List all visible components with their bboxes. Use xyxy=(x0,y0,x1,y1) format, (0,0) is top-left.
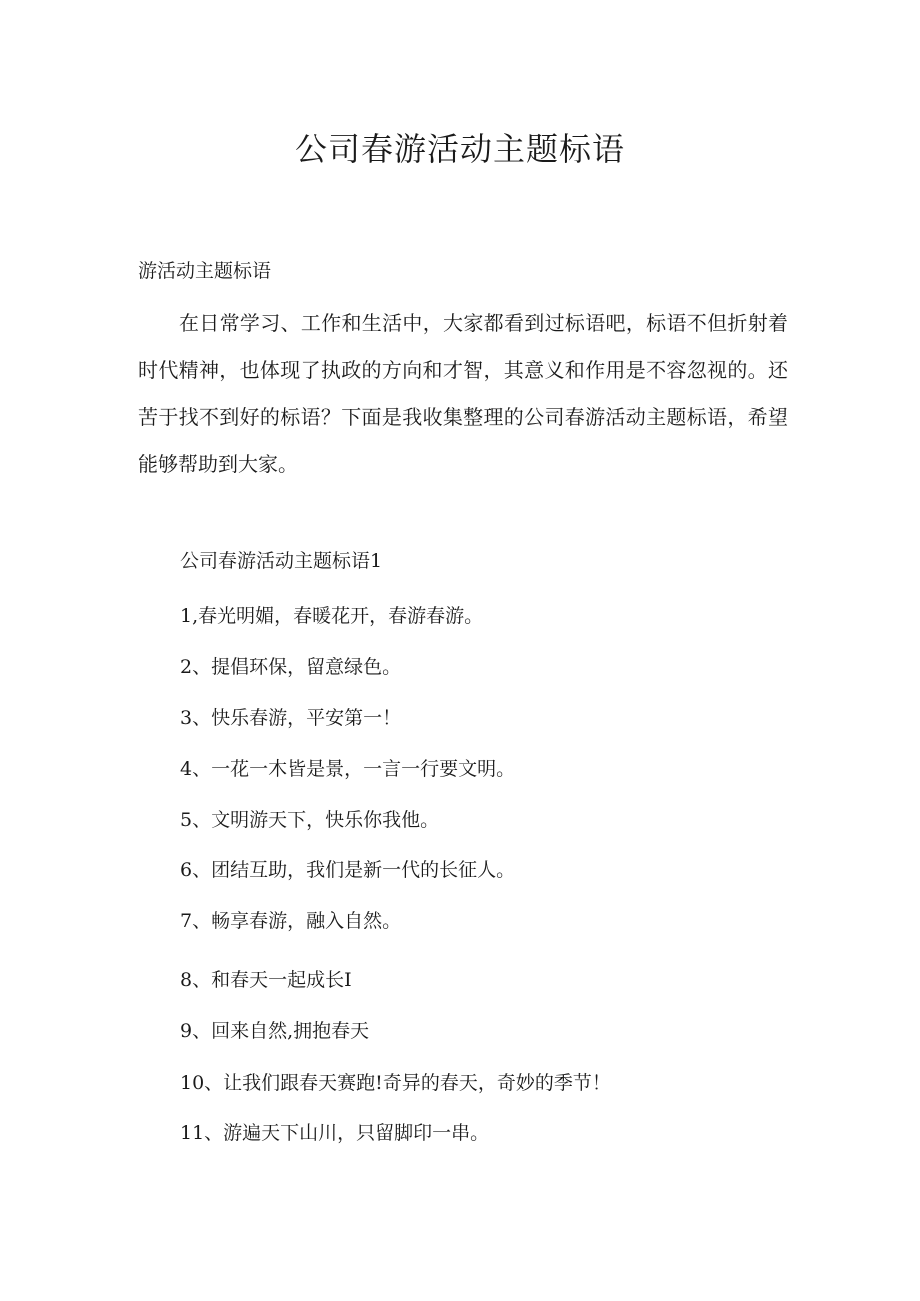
slogan-item-11: 11、游遍天下山川，只留脚印一串。 xyxy=(180,1122,490,1144)
slogan-item-6: 6、团结互助，我们是新一代的长征人。 xyxy=(180,859,516,881)
intro-paragraph: 在日常学习、工作和生活中，大家都看到过标语吧，标语不但折射着时代精神，也体现了执政的方向和才智，其意义和作用是不容忽视的。还苦于找不到好的标语？下面是我收集整理的公司春游活动主题标语，希望能够帮助到大家。 xyxy=(138,311,788,476)
slogan-item-1: 1,春光明媚，春暖花开，春游春游。 xyxy=(180,605,484,627)
slogan-item-3: 3、快乐春游，平安第一！ xyxy=(180,707,402,729)
subtitle: 游活动主题标语 xyxy=(138,260,272,282)
slogan-item-7: 7、畅享春游，融入自然。 xyxy=(180,910,402,932)
slogan-item-2: 2、提倡环保，留意绿色。 xyxy=(180,656,402,678)
slogan-item-4: 4、一花一木皆是景，一言一行要文明。 xyxy=(180,758,516,780)
slogan-item-10: 10、让我们跟春天赛跑!奇异的春天，奇妙的季节！ xyxy=(180,1072,611,1094)
slogan-item-9: 9、回来自然,拥抱春天 xyxy=(180,1020,370,1042)
section-heading: 公司春游活动主题标语1 xyxy=(180,550,383,572)
page-title: 公司春游活动主题标语 xyxy=(294,130,625,168)
slogan-item-5: 5、文明游天下，快乐你我他。 xyxy=(180,809,440,831)
slogan-item-8: 8、和春天一起成长I xyxy=(180,969,352,991)
